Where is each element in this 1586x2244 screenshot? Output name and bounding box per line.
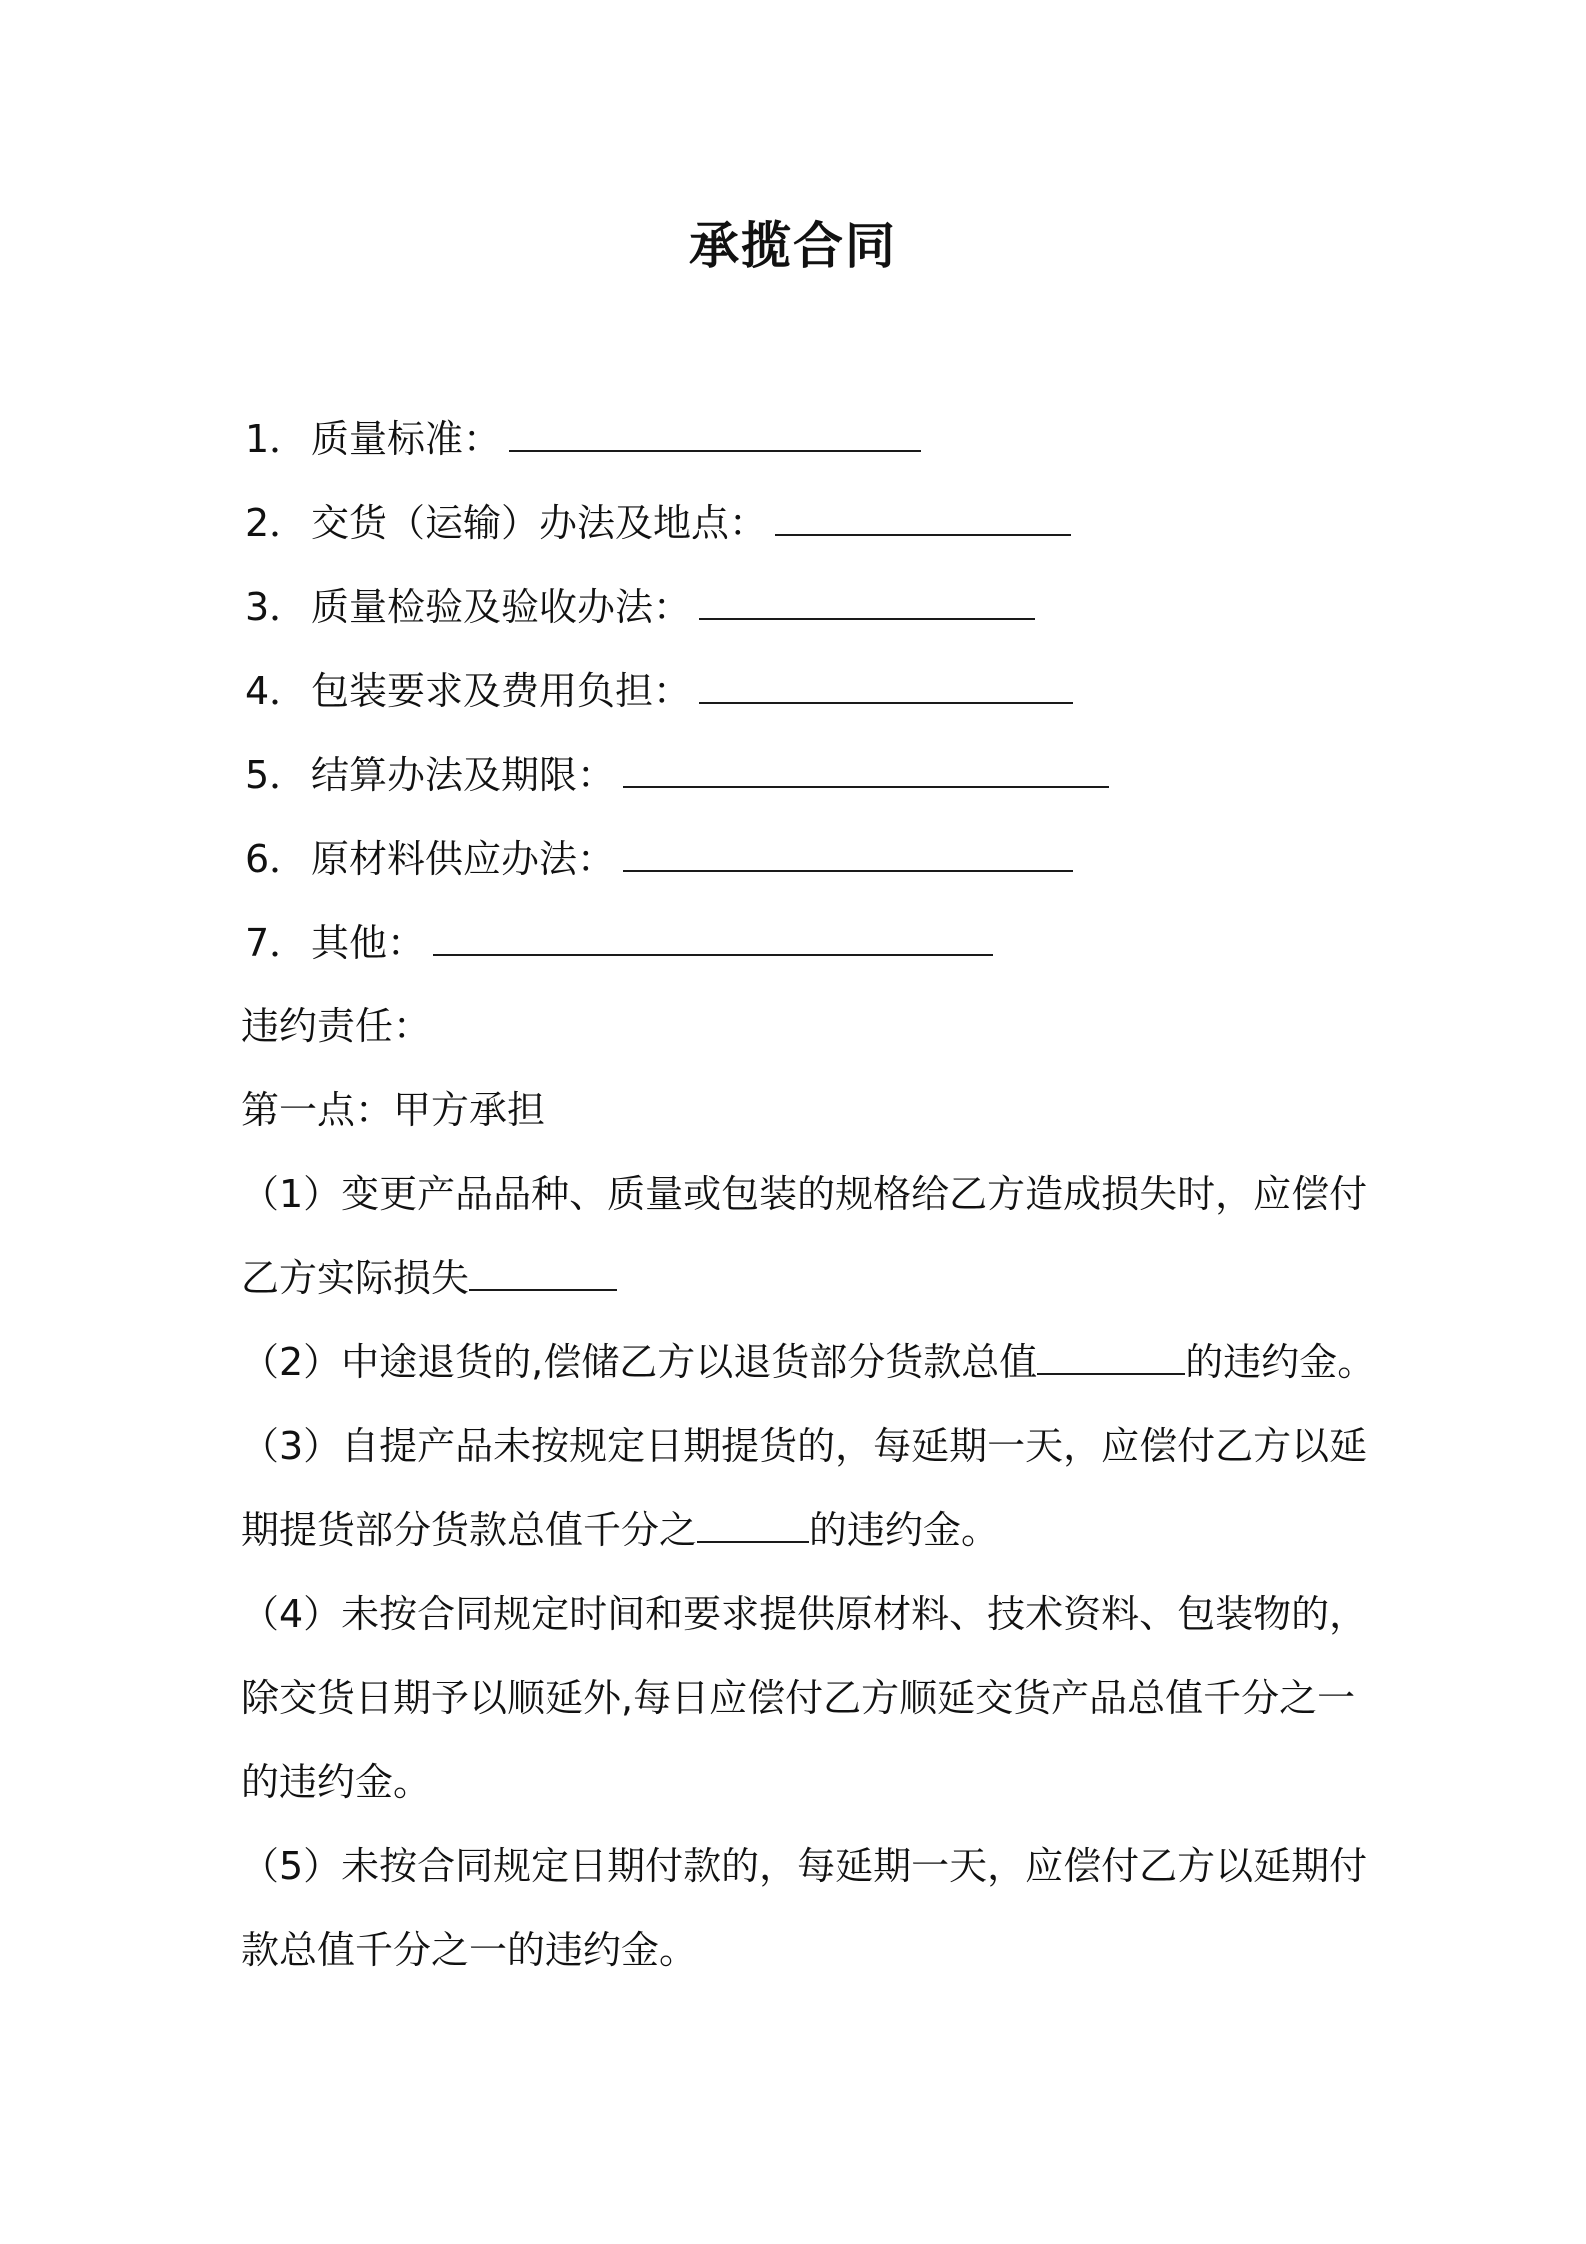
clause-text: （2）中途退货的,偿储乙方以退货部分货款总值 xyxy=(241,1340,1038,1384)
clause-text: 的违约金。 xyxy=(1185,1340,1376,1384)
item-quality-standard xyxy=(241,412,921,465)
fill-blank[interactable] xyxy=(433,916,993,956)
item-number: 1． xyxy=(245,417,308,461)
fill-blank[interactable] xyxy=(1037,1337,1185,1375)
clause-4-line-2: 除交货日期予以顺延外,每日应偿付乙方顺延交货产品总值千分之一 xyxy=(241,1676,1356,1720)
clause-4-line-1: （4）未按合同规定时间和要求提供原材料、技术资料、包装物的， xyxy=(241,1592,1368,1636)
document-title: 承揽合同 xyxy=(689,217,897,275)
clause-text: 的违约金。 xyxy=(809,1508,1000,1552)
clause-text: 期提货部分货款总值千分之 xyxy=(241,1508,698,1552)
clause-4-line-3: 的违约金。 xyxy=(241,1760,432,1804)
item-other xyxy=(241,916,993,969)
fill-blank[interactable] xyxy=(775,496,1071,536)
item-raw-material-supply xyxy=(241,832,1073,885)
clause-5-line-2: 款总值千分之一的违约金。 xyxy=(241,1928,698,1972)
item-settlement-method xyxy=(241,748,1109,801)
fill-blank[interactable] xyxy=(697,1505,809,1543)
item-label: 结算办法及期限： xyxy=(311,753,616,797)
item-label: 质量标准： xyxy=(311,417,502,461)
item-number: 6． xyxy=(245,837,308,881)
fill-blank[interactable] xyxy=(623,748,1109,788)
item-delivery-method xyxy=(241,496,1071,549)
item-number: 5． xyxy=(245,753,308,797)
item-inspection-method xyxy=(241,580,1035,633)
fill-blank[interactable] xyxy=(509,412,921,452)
item-label: 原材料供应办法： xyxy=(311,837,616,881)
party-a-heading: 第一点：甲方承担 xyxy=(241,1088,546,1132)
fill-blank[interactable] xyxy=(699,664,1073,704)
item-label: 交货（运输）办法及地点： xyxy=(311,501,768,545)
item-packaging-costs xyxy=(241,664,1073,717)
item-number: 3． xyxy=(245,585,308,629)
clause-text: 乙方实际损失 xyxy=(241,1256,470,1300)
clause-3-line-1: （3）自提产品未按规定日期提货的，每延期一天，应偿付乙方以延 xyxy=(241,1424,1368,1468)
item-label: 包装要求及费用负担： xyxy=(311,669,692,713)
item-label: 其他： xyxy=(311,921,426,965)
clause-5-line-1: （5）未按合同规定日期付款的，每延期一天，应偿付乙方以延期付 xyxy=(241,1844,1368,1888)
clause-1-line-2 xyxy=(241,1252,1361,1304)
item-label: 质量检验及验收办法： xyxy=(311,585,692,629)
clause-2 xyxy=(241,1336,1376,1388)
item-number: 2． xyxy=(245,501,308,545)
clause-3-line-2 xyxy=(241,1504,1361,1556)
fill-blank[interactable] xyxy=(623,832,1073,872)
fill-blank[interactable] xyxy=(699,580,1035,620)
liability-heading: 违约责任： xyxy=(241,1004,432,1048)
fill-blank[interactable] xyxy=(469,1253,617,1291)
item-number: 4． xyxy=(245,669,308,713)
clause-1-line-1: （1）变更产品品种、质量或包装的规格给乙方造成损失时，应偿付 xyxy=(241,1172,1368,1216)
item-number: 7． xyxy=(245,921,308,965)
